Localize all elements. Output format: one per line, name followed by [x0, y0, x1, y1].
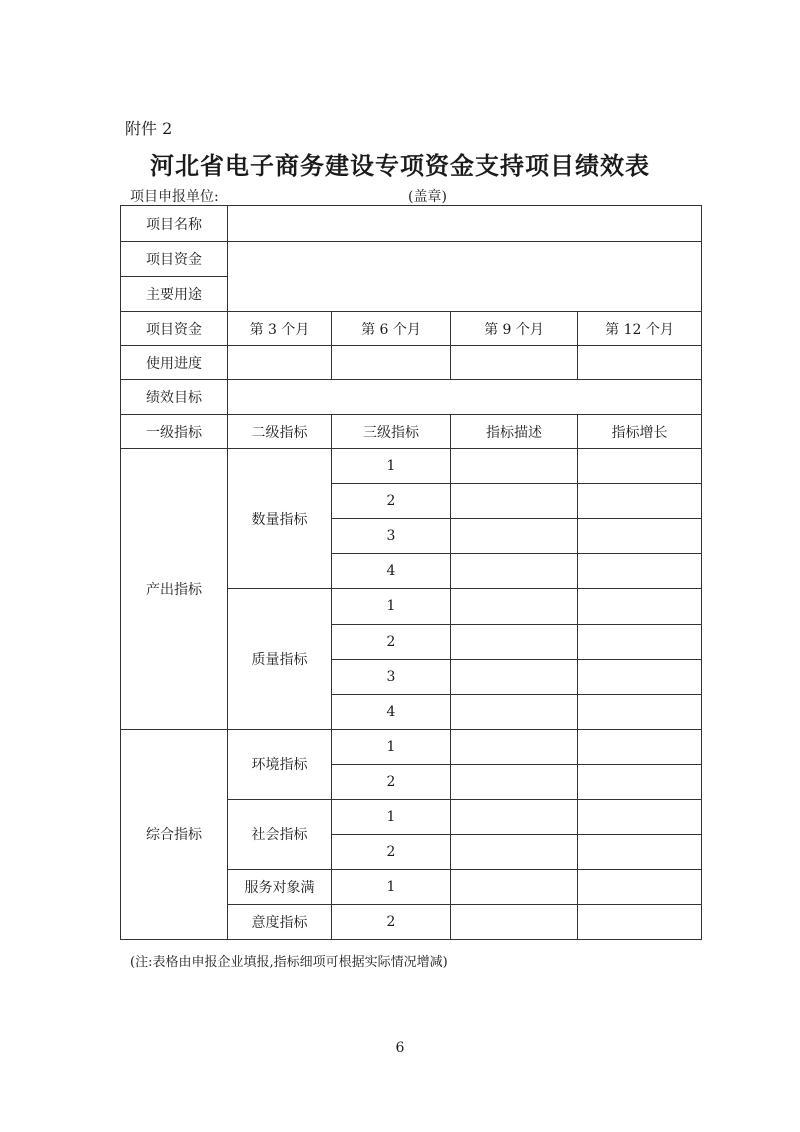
description-cell[interactable]: [451, 799, 578, 834]
footnote: (注:表格由申报企业填报,指标细项可根据实际情况增减): [130, 955, 448, 970]
table-row-fund-purpose-1: [121, 242, 702, 277]
month-9-value[interactable]: [451, 346, 578, 380]
month-3-value[interactable]: [228, 346, 332, 380]
fund-purpose-label-2: 主要用途: [121, 277, 228, 312]
header-description: 指标描述: [451, 415, 578, 449]
description-cell[interactable]: [451, 764, 578, 799]
level3-number: 1: [332, 589, 451, 624]
table-row: [121, 729, 702, 764]
level3-number: 2: [332, 834, 451, 869]
level2-satisfaction-2: 意度指标: [228, 904, 332, 939]
level3-number: 2: [332, 624, 451, 659]
project-name-label: 项目名称: [121, 206, 228, 242]
description-cell[interactable]: [451, 694, 578, 729]
level3-number: 2: [332, 484, 451, 519]
level2-quantity: 数量指标: [228, 449, 332, 589]
level2-quality: 质量指标: [228, 589, 332, 729]
fund-purpose-label-1: 项目资金: [121, 242, 228, 277]
month-3-header: 第 3 个月: [228, 312, 332, 346]
fund-purpose-value[interactable]: [228, 242, 702, 312]
growth-cell[interactable]: [578, 869, 702, 904]
seal-label: (盖章): [408, 189, 447, 205]
goal-value[interactable]: [228, 380, 702, 415]
growth-cell[interactable]: [578, 589, 702, 624]
growth-cell[interactable]: [578, 764, 702, 799]
header-growth: 指标增长: [578, 415, 702, 449]
description-cell[interactable]: [451, 519, 578, 554]
table-row-fund-progress-1: [121, 312, 702, 346]
level1-comprehensive: 综合指标: [121, 729, 228, 939]
month-9-header: 第 9 个月: [451, 312, 578, 346]
table-row-project-name: [121, 206, 702, 242]
month-12-header: 第 12 个月: [578, 312, 702, 346]
table-row-fund-progress-2: [121, 346, 702, 380]
growth-cell[interactable]: [578, 729, 702, 764]
project-name-value[interactable]: [228, 206, 702, 242]
table-row-headers: [121, 415, 702, 449]
goal-label: 绩效目标: [121, 380, 228, 415]
level3-number: 4: [332, 694, 451, 729]
growth-cell[interactable]: [578, 659, 702, 694]
month-6-value[interactable]: [332, 346, 451, 380]
level3-number: 1: [332, 449, 451, 484]
month-6-header: 第 6 个月: [332, 312, 451, 346]
header-level3: 三级指标: [332, 415, 451, 449]
description-cell[interactable]: [451, 659, 578, 694]
growth-cell[interactable]: [578, 624, 702, 659]
level3-number: 1: [332, 799, 451, 834]
growth-cell[interactable]: [578, 484, 702, 519]
growth-cell[interactable]: [578, 904, 702, 939]
header-level2: 二级指标: [228, 415, 332, 449]
growth-cell[interactable]: [578, 449, 702, 484]
applicant-unit-label: 项目申报单位:: [130, 189, 219, 205]
level2-social: 社会指标: [228, 799, 332, 869]
page-number: 6: [395, 1040, 405, 1056]
fund-progress-label-1: 项目资金: [121, 312, 228, 346]
level3-number: 2: [332, 764, 451, 799]
description-cell[interactable]: [451, 904, 578, 939]
level1-output: 产出指标: [121, 449, 228, 729]
growth-cell[interactable]: [578, 554, 702, 589]
table-row: [121, 449, 702, 484]
level3-number: 1: [332, 869, 451, 904]
header-level1: 一级指标: [121, 415, 228, 449]
level3-number: 2: [332, 904, 451, 939]
level2-satisfaction-1: 服务对象满: [228, 869, 332, 904]
description-cell[interactable]: [451, 834, 578, 869]
performance-table: [120, 205, 702, 940]
description-cell[interactable]: [451, 484, 578, 519]
level3-number: 3: [332, 659, 451, 694]
growth-cell[interactable]: [578, 519, 702, 554]
attachment-label: 附件 2: [125, 119, 173, 138]
fund-progress-label-2: 使用进度: [121, 346, 228, 380]
description-cell[interactable]: [451, 554, 578, 589]
level2-environment: 环境指标: [228, 729, 332, 799]
description-cell[interactable]: [451, 869, 578, 904]
description-cell[interactable]: [451, 729, 578, 764]
description-cell[interactable]: [451, 449, 578, 484]
page-title: 河北省电子商务建设专项资金支持项目绩效表: [150, 151, 650, 180]
growth-cell[interactable]: [578, 834, 702, 869]
growth-cell[interactable]: [578, 799, 702, 834]
month-12-value[interactable]: [578, 346, 702, 380]
description-cell[interactable]: [451, 589, 578, 624]
level3-number: 3: [332, 519, 451, 554]
level3-number: 4: [332, 554, 451, 589]
growth-cell[interactable]: [578, 694, 702, 729]
level3-number: 1: [332, 729, 451, 764]
table-row-goal: [121, 380, 702, 415]
description-cell[interactable]: [451, 624, 578, 659]
